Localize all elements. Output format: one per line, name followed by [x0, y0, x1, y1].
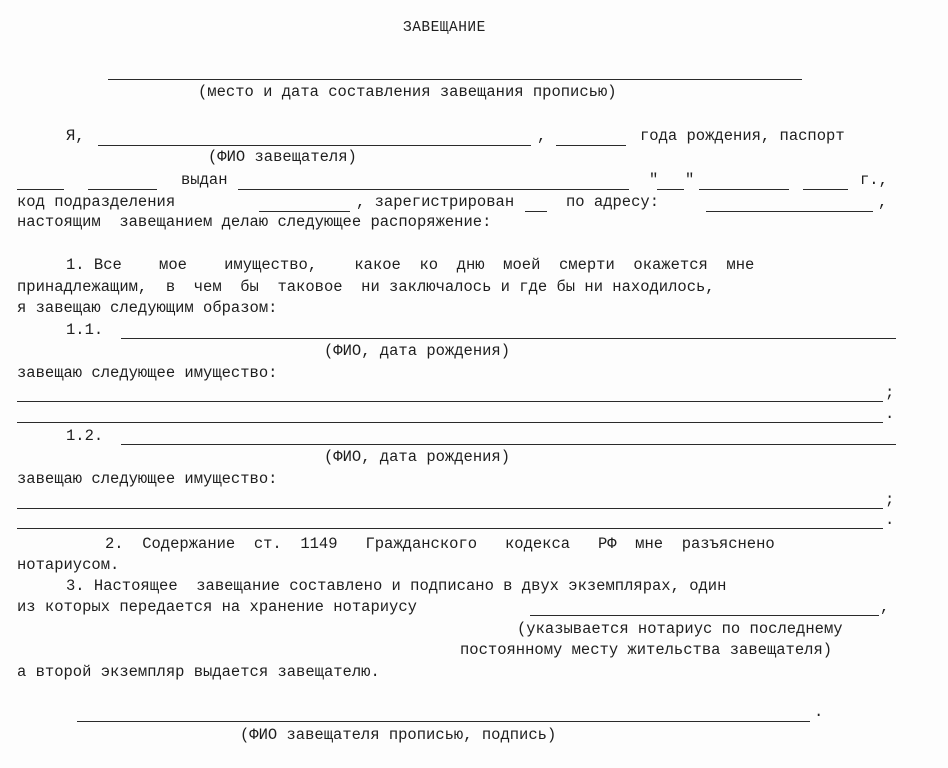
clause1-line3: я завещаю следующим образом:	[17, 299, 278, 317]
property-1-line-a	[17, 401, 883, 402]
property-1-line-b	[17, 422, 883, 423]
property-2-line-a	[17, 508, 883, 509]
registered-suffix-line	[525, 211, 547, 212]
clause1-line1: 1. Все мое имущество, какое ко дню моей смерти окажется мне	[66, 256, 755, 274]
item-1-2-label: 1.2.	[66, 427, 104, 445]
passport-series-line	[17, 189, 64, 190]
notary-caption-2: постоянному месту жительства завещателя)	[460, 641, 833, 659]
signature-period: .	[814, 703, 824, 721]
notary-caption-1: (указывается нотариус по последнему	[517, 620, 843, 638]
division-code-line	[259, 211, 350, 212]
clause3-line1: 3. Настоящее завещание составлено и подписано в двух экземплярах, один	[66, 577, 727, 595]
issued-label: выдан	[181, 171, 228, 189]
clause3-line2: из которых передается на хранение нотариусу	[17, 598, 417, 616]
birth-year-passport-text: года рождения, паспорт	[640, 127, 845, 145]
clause2-line1: 2. Содержание ст. 1149 Гражданского кодекса РФ мне разъяснено	[105, 535, 775, 553]
i-label: Я,	[66, 127, 85, 145]
division-code-label: код подразделения	[17, 193, 176, 211]
comma-after-address: ,	[878, 193, 888, 211]
bequeath-property-1: завещаю следующее имущество:	[17, 364, 278, 382]
signature-line	[77, 721, 810, 722]
second-copy-text: а второй экземпляр выдается завещателю.	[17, 663, 380, 681]
heir-2-line	[121, 444, 896, 445]
heir-1-line	[121, 338, 896, 339]
passport-number-line	[88, 189, 157, 190]
fio-birth-caption-2: (ФИО, дата рождения)	[324, 448, 511, 466]
address-line	[706, 211, 873, 212]
semicolon-1: ;	[885, 384, 895, 402]
comma-after-notary: ,	[880, 598, 890, 616]
clause1-line2: принадлежащим, в чем бы таковое ни заключалось и где бы ни находилось,	[17, 278, 715, 296]
document-title: ЗАВЕЩАНИЕ	[403, 20, 486, 36]
quote-open: "	[649, 171, 659, 189]
semicolon-2: ;	[885, 491, 895, 509]
clause2-line2: нотариусом.	[17, 556, 120, 574]
issue-year-line	[803, 189, 848, 190]
place-date-caption: (место и дата составления завещания прописью)	[198, 83, 617, 101]
place-date-line	[108, 79, 802, 80]
fio-birth-caption-1: (ФИО, дата рождения)	[324, 342, 511, 360]
birth-year-line	[556, 145, 626, 146]
period-2: .	[885, 511, 895, 529]
registered-label: , зарегистрирован	[356, 193, 515, 211]
issue-month-line	[699, 189, 789, 190]
notary-line	[530, 615, 879, 616]
testator-fio-line	[98, 145, 531, 146]
bequeath-property-2: завещаю следующее имущество:	[17, 470, 278, 488]
at-address-label: по адресу:	[566, 193, 660, 211]
item-1-1-label: 1.1.	[66, 321, 104, 339]
year-abbr: г.,	[860, 171, 888, 189]
property-2-line-b	[17, 528, 883, 529]
period-1: .	[885, 405, 895, 423]
issued-by-line	[238, 189, 629, 190]
quote-close: "	[685, 171, 695, 189]
signature-caption: (ФИО завещателя прописью, подпись)	[240, 726, 557, 744]
testator-fio-caption: (ФИО завещателя)	[208, 148, 357, 166]
issue-day-line	[657, 189, 684, 190]
hereby-text: настоящим завещанием делаю следующее распоряжение:	[17, 213, 492, 231]
comma-after-fio: ,	[537, 127, 547, 145]
